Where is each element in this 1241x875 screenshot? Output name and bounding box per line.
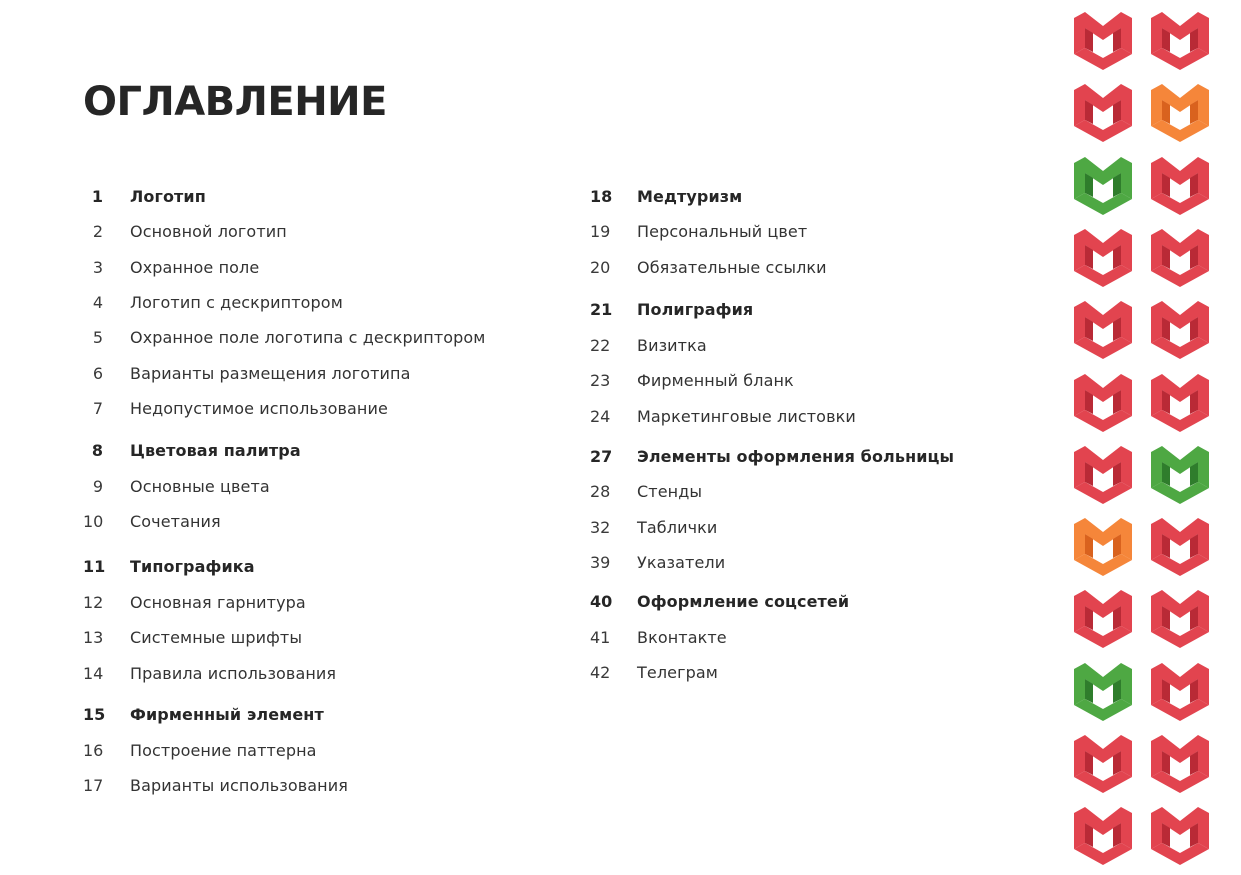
toc-page-number: 4 <box>92 292 103 312</box>
toc-section[interactable] <box>590 297 753 321</box>
toc-page-number: 1 <box>91 186 103 206</box>
brand-pattern <box>1065 0 1241 875</box>
toc-page-number: 8 <box>91 440 103 460</box>
toc-item[interactable] <box>590 660 718 684</box>
toc-item[interactable] <box>83 738 317 762</box>
toc-entry-title: Оформление соцсетей <box>637 591 850 611</box>
toc-entry-title: Обязательные ссылки <box>637 257 827 277</box>
toc-entry-title: Вконтакте <box>637 627 727 647</box>
toc-item[interactable] <box>83 773 348 797</box>
toc-item[interactable] <box>590 515 717 539</box>
toc-entry-title: Недопустимое использование <box>130 398 388 418</box>
toc-entry-title: Построение паттерна <box>130 740 317 760</box>
toc-page-number: 41 <box>590 627 611 647</box>
pattern-heart-icon <box>1072 155 1134 217</box>
toc-entry-title: Сочетания <box>130 511 221 531</box>
toc-entry-title: Фирменный элемент <box>130 704 324 724</box>
toc-entry-title: Полиграфия <box>637 299 754 319</box>
toc-page-number: 3 <box>92 257 103 277</box>
toc-page-number: 23 <box>590 370 611 390</box>
toc-page-number: 7 <box>92 398 103 418</box>
toc-item[interactable] <box>83 590 306 614</box>
pattern-heart-icon <box>1072 516 1134 578</box>
toc-page-number: 13 <box>83 627 104 647</box>
toc-page-number: 19 <box>590 221 611 241</box>
pattern-heart-icon <box>1072 661 1134 723</box>
toc-entry-title: Системные шрифты <box>130 627 303 647</box>
toc-item[interactable] <box>83 361 411 385</box>
toc-entry-title: Варианты размещения логотипа <box>130 363 411 383</box>
pattern-heart-icon <box>1149 588 1211 650</box>
pattern-heart-icon <box>1149 155 1211 217</box>
toc-entry-title: Маркетинговые листовки <box>637 406 856 426</box>
toc-page-number: 21 <box>590 299 613 319</box>
page-title: ОГЛАВЛЕНИЕ <box>83 79 387 125</box>
pattern-heart-icon <box>1149 10 1211 72</box>
toc-page-number: 6 <box>92 363 103 383</box>
toc-entry-title: Основной логотип <box>130 221 287 241</box>
toc-entry-title: Логотип <box>130 186 206 206</box>
pattern-heart-icon <box>1149 661 1211 723</box>
toc-item[interactable] <box>590 404 856 428</box>
pattern-heart-icon <box>1072 372 1134 434</box>
toc-item[interactable] <box>83 661 336 685</box>
pattern-heart-icon <box>1149 227 1211 289</box>
pattern-heart-icon <box>1149 372 1211 434</box>
toc-item[interactable] <box>590 255 827 279</box>
pattern-heart-icon <box>1072 227 1134 289</box>
toc-section[interactable] <box>83 554 255 578</box>
toc-entry-title: Правила использования <box>130 663 337 683</box>
toc-entry-title: Медтуризм <box>637 186 743 206</box>
toc-section[interactable] <box>590 184 742 208</box>
toc-item[interactable] <box>590 625 727 649</box>
toc-page-number: 17 <box>83 775 104 795</box>
toc-entry-title: Логотип с дескриптором <box>130 292 343 312</box>
toc-entry-title: Телеграм <box>637 662 718 682</box>
toc-item[interactable] <box>83 290 343 314</box>
toc-section[interactable] <box>83 438 301 462</box>
toc-item[interactable] <box>590 219 807 243</box>
toc-section[interactable] <box>83 184 206 208</box>
pattern-heart-icon <box>1149 805 1211 867</box>
toc-item[interactable] <box>590 333 707 357</box>
pattern-heart-icon <box>1149 516 1211 578</box>
toc-page-number: 22 <box>590 335 611 355</box>
toc-page-number: 16 <box>83 740 104 760</box>
toc-entry-title: Элементы оформления больницы <box>637 446 955 466</box>
toc-page-number: 12 <box>83 592 104 612</box>
toc-item[interactable] <box>83 255 259 279</box>
pattern-heart-icon <box>1072 805 1134 867</box>
pattern-heart-icon <box>1149 444 1211 506</box>
toc-page-number: 10 <box>83 511 104 531</box>
pattern-heart-icon <box>1149 299 1211 361</box>
toc-entry-title: Основные цвета <box>130 476 270 496</box>
toc-entry-title: Цветовая палитра <box>130 440 301 460</box>
toc-item[interactable] <box>83 219 287 243</box>
toc-entry-title: Охранное поле <box>130 257 260 277</box>
toc-section[interactable] <box>83 702 324 726</box>
toc-entry-title: Указатели <box>637 552 726 572</box>
toc-page-number: 20 <box>590 257 611 277</box>
pattern-heart-icon <box>1072 82 1134 144</box>
toc-entry-title: Охранное поле логотипа с дескриптором <box>130 327 486 347</box>
toc-page-number: 39 <box>590 552 611 572</box>
toc-entry-title: Типографика <box>130 556 255 576</box>
toc-item[interactable] <box>83 396 388 420</box>
toc-entry-title: Варианты использования <box>130 775 348 795</box>
toc-page-number: 28 <box>590 481 611 501</box>
toc-item[interactable] <box>83 325 485 349</box>
toc-page-number: 15 <box>83 704 106 724</box>
toc-page-number: 32 <box>590 517 611 537</box>
toc-page-number: 27 <box>590 446 613 466</box>
pattern-heart-icon <box>1149 82 1211 144</box>
toc-entry-title: Таблички <box>637 517 718 537</box>
pattern-heart-icon <box>1072 733 1134 795</box>
toc-item[interactable] <box>590 368 794 392</box>
toc-section[interactable] <box>590 589 849 613</box>
toc-page-number: 9 <box>92 476 103 496</box>
toc-item[interactable] <box>83 509 221 533</box>
toc-item[interactable] <box>590 479 702 503</box>
toc-page-number: 42 <box>590 662 611 682</box>
toc-page-number: 24 <box>590 406 611 426</box>
pattern-heart-icon <box>1149 733 1211 795</box>
pattern-heart-icon <box>1072 588 1134 650</box>
toc-page-number: 5 <box>92 327 103 347</box>
toc-item[interactable] <box>83 625 302 649</box>
toc-page-number: 18 <box>590 186 613 206</box>
toc-entry-title: Основная гарнитура <box>130 592 306 612</box>
toc-entry-title: Визитка <box>637 335 707 355</box>
pattern-heart-icon <box>1072 299 1134 361</box>
toc-section[interactable] <box>590 444 954 468</box>
toc-item[interactable] <box>83 474 270 498</box>
pattern-heart-icon <box>1072 10 1134 72</box>
toc-entry-title: Фирменный бланк <box>637 370 794 390</box>
toc-item[interactable] <box>590 550 725 574</box>
toc-page-number: 11 <box>83 556 106 576</box>
toc-entry-title: Персональный цвет <box>637 221 808 241</box>
toc-entry-title: Стенды <box>637 481 703 501</box>
toc-page-number: 2 <box>92 221 103 241</box>
toc-page-number: 40 <box>590 591 613 611</box>
pattern-heart-icon <box>1072 444 1134 506</box>
toc-page-number: 14 <box>83 663 104 683</box>
